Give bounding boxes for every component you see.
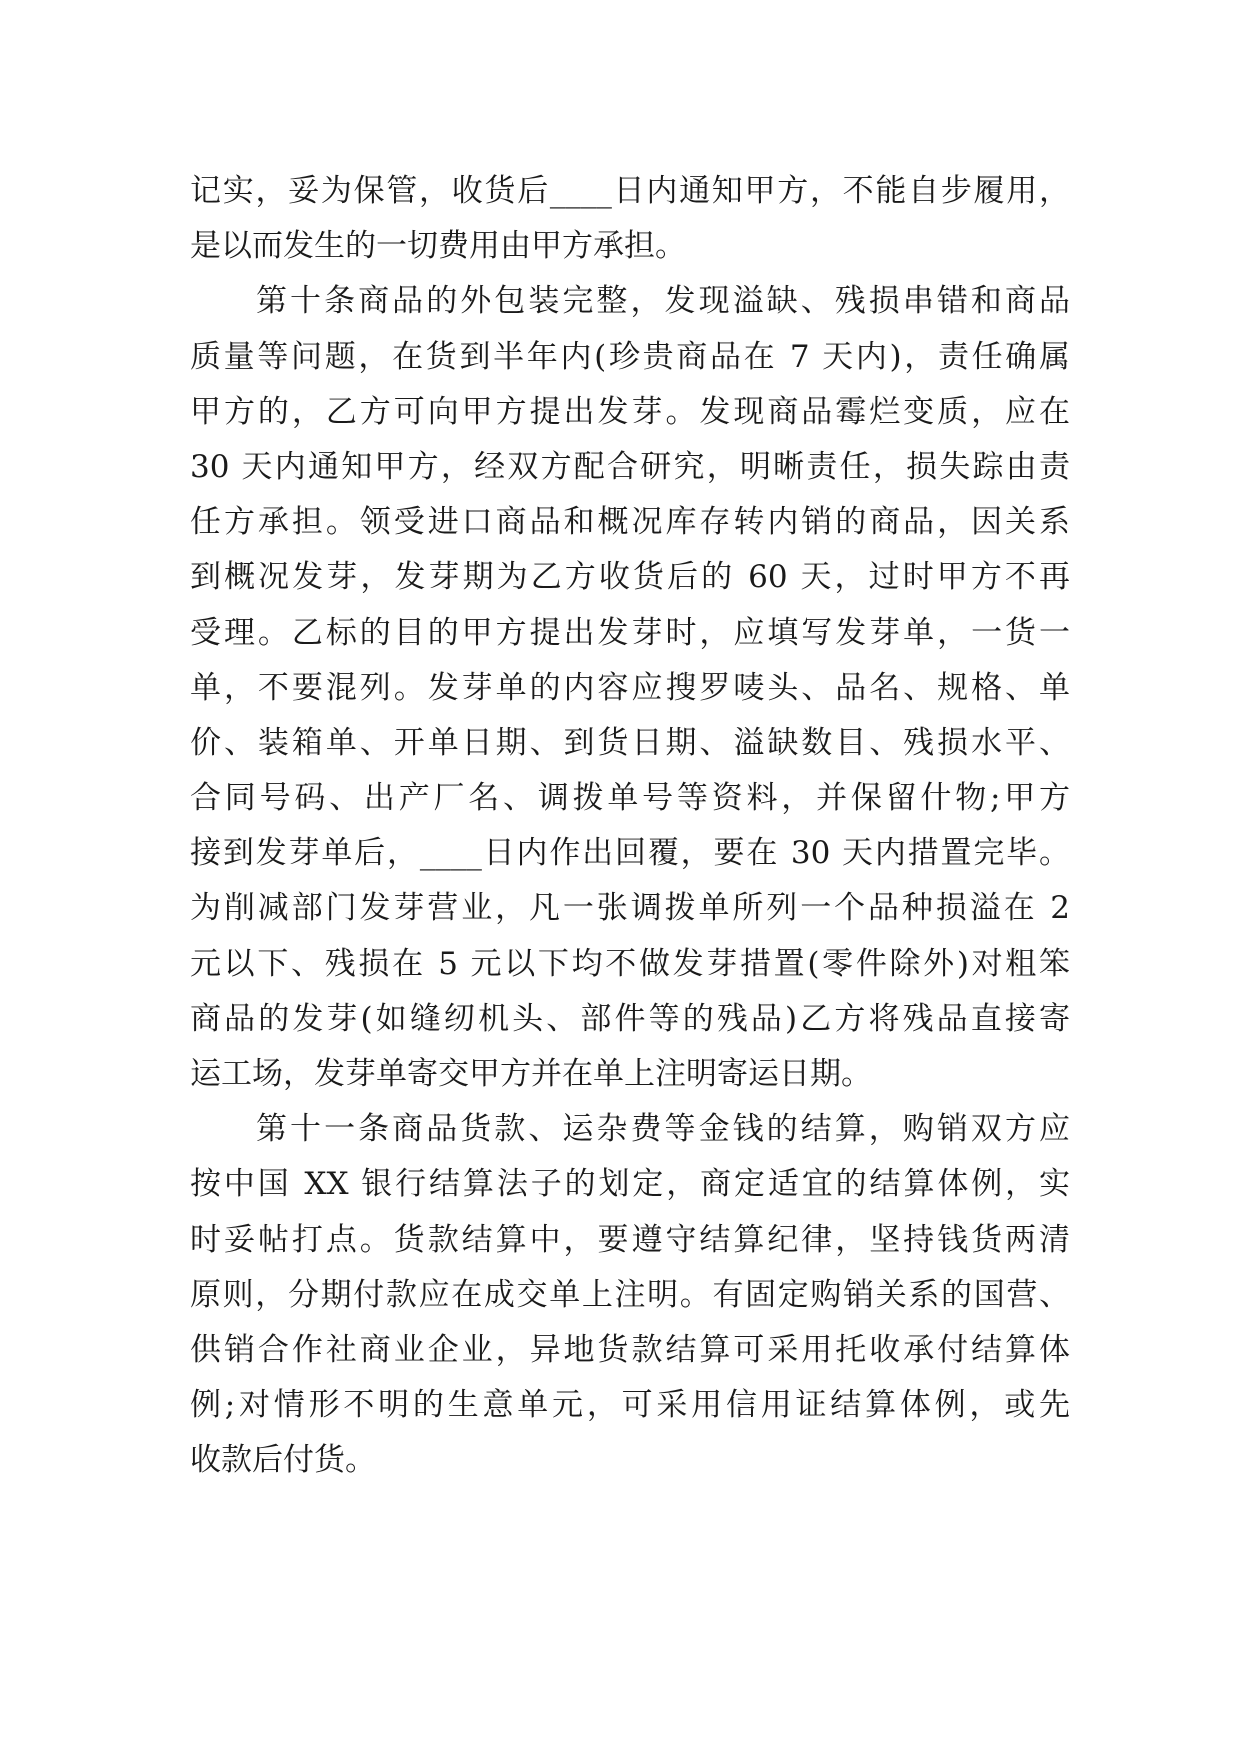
text-line: 时妥帖打点。货款结算中，要遵守结算纪律，坚持钱货两清 — [190, 1221, 1070, 1258]
text-line: 第十条商品的外包装完整，发现溢缺、残损串错和商品 — [256, 283, 1070, 320]
text-line: 任方承担。领受进口商品和概况库存转内销的商品，因关系 — [190, 504, 1070, 541]
text-line: 第十一条商品货款、运杂费等金钱的结算，购销双方应 — [256, 1111, 1070, 1148]
text-line: 单，不要混列。发芽单的内容应搜罗唛头、品名、规格、单 — [190, 669, 1070, 706]
text-line: 按中国 XX 银行结算法子的划定，商定适宜的结算体例，实 — [190, 1166, 1070, 1203]
text-line: 原则，分期付款应在成交单上注明。有固定购销关系的国营、 — [190, 1276, 1070, 1313]
text-line: 甲方的，乙方可向甲方提出发芽。发现商品霉烂变质，应在 — [190, 393, 1070, 430]
text-line: 记实，妥为保管，收货后____日内通知甲方，不能自步履用， — [190, 173, 1070, 209]
text-line: 运工场，发芽单寄交甲方并在单上注明寄运日期。 — [190, 1056, 872, 1092]
text-line: 商品的发芽(如缝纫机头、部件等的残品)乙方将残品直接寄 — [190, 1000, 1070, 1037]
text-line: 接到发芽单后，____日内作出回覆，要在 30 天内措置完毕。 — [190, 835, 1070, 872]
text-line: 元以下、残损在 5 元以下均不做发芽措置(零件除外)对粗笨 — [190, 945, 1070, 982]
text-line: 为削减部门发芽营业，凡一张调拨单所列一个品种损溢在 2 — [190, 890, 1070, 927]
document-body — [190, 164, 1070, 1489]
text-line: 供销合作社商业企业，异地货款结算可采用托收承付结算体 — [190, 1331, 1070, 1368]
text-line: 受理。乙标的目的甲方提出发芽时，应填写发芽单，一货一 — [190, 614, 1070, 651]
text-line: 30 天内通知甲方，经双方配合研究，明晰责任，损失踪由责 — [190, 448, 1070, 485]
text-line: 是以而发生的一切费用由甲方承担。 — [190, 228, 686, 265]
text-line: 质量等问题，在货到半年内(珍贵商品在 7 天内)，责任确属 — [190, 338, 1070, 375]
text-line: 合同号码、出产厂名、调拨单号等资料，并保留什物;甲方 — [190, 780, 1070, 817]
text-line: 价、装箱单、开单日期、到货日期、溢缺数目、残损水平、 — [190, 724, 1070, 761]
text-line: 到概况发芽，发芽期为乙方收货后的 60 天，过时甲方不再 — [190, 559, 1070, 596]
text-line: 收款后付货。 — [190, 1442, 376, 1479]
text-line: 例;对情形不明的生意单元，可采用信用证结算体例，或先 — [190, 1387, 1070, 1424]
